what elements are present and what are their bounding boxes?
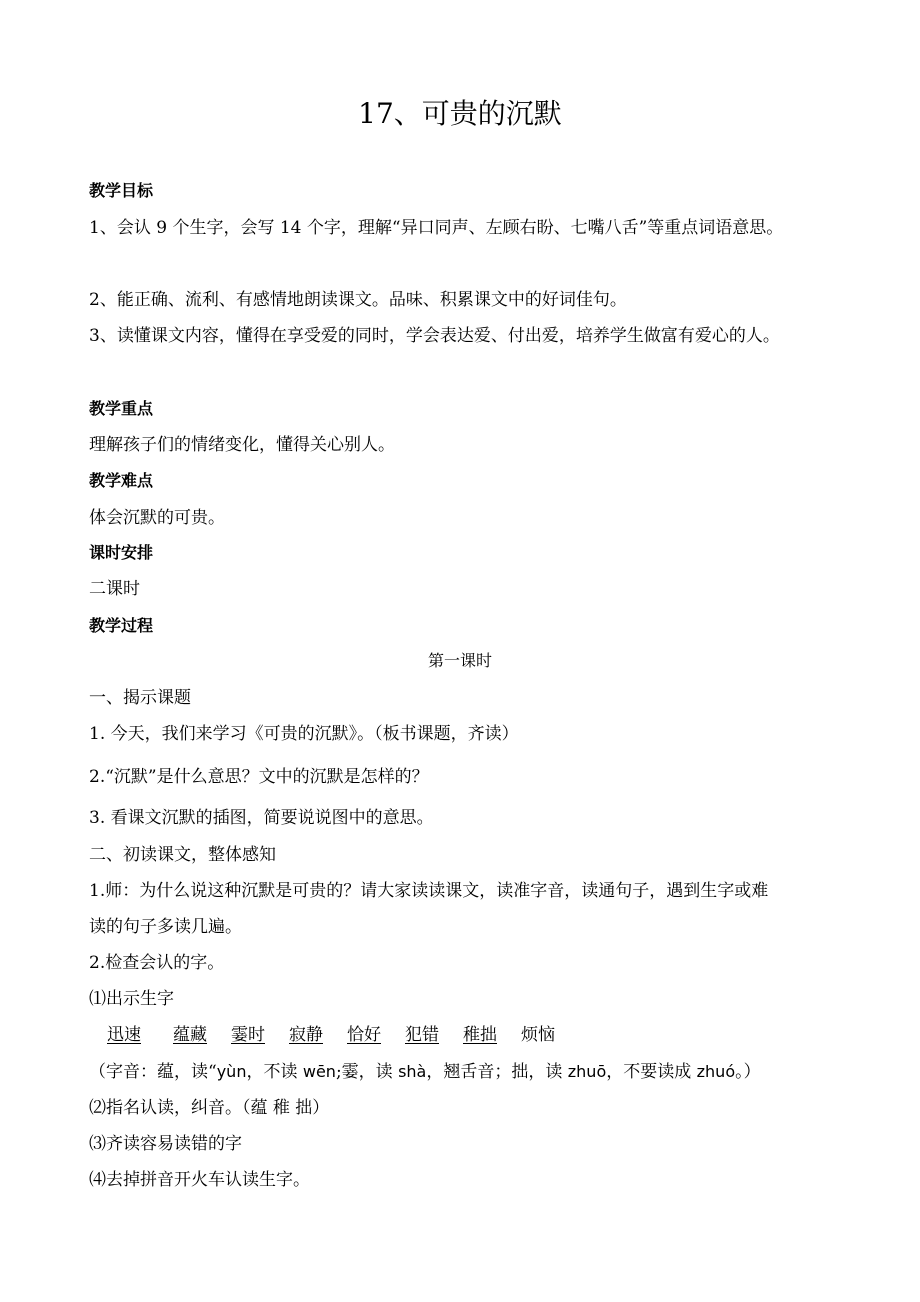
section-2-item-2: 2.检查会认的字。 bbox=[89, 953, 225, 973]
section-2-item-1-cont: 读的句子多读几遍。 bbox=[89, 917, 242, 937]
difficulty-text: 体会沉默的可贵。 bbox=[89, 508, 225, 528]
new-char-word: 霎时 bbox=[231, 1025, 265, 1045]
section-2-heading: 二、初读课文，整体感知 bbox=[89, 845, 276, 865]
pronunciation-note bbox=[89, 1061, 761, 1083]
schedule-heading: 课时安排 bbox=[89, 543, 154, 562]
step-3-read-together: ⑶齐读容易读错的字 bbox=[89, 1134, 242, 1154]
new-characters-list bbox=[107, 1024, 555, 1046]
new-char-word: 蕴藏 bbox=[173, 1025, 207, 1045]
difficulty-heading: 教学难点 bbox=[89, 471, 154, 490]
new-char-word: 寂静 bbox=[289, 1025, 323, 1045]
new-char-word: 稚拙 bbox=[463, 1025, 497, 1045]
pron-text: （字音：蕴，读“ bbox=[89, 1062, 217, 1082]
key-point-heading: 教学重点 bbox=[89, 399, 154, 418]
objective-item-2: 2、能正确、流利、有感情地朗读课文。品味、积累课文中的好词佳句。 bbox=[89, 290, 627, 310]
new-char-word: 烦恼 bbox=[521, 1025, 555, 1045]
key-point-text: 理解孩子们的情绪变化，懂得关心别人。 bbox=[89, 435, 395, 455]
lesson-1-heading: 第一课时 bbox=[427, 651, 492, 670]
pron-text: ，翘舌音；拙，读 bbox=[426, 1062, 568, 1082]
step-4-train-reading: ⑷去掉拼音开火车认读生字。 bbox=[89, 1170, 310, 1190]
pinyin: zhuō bbox=[567, 1062, 607, 1081]
pinyin: zhuó bbox=[696, 1062, 736, 1081]
objective-item-1: 1、会认 9 个生字，会写 14 个字，理解“异口同声、左顾右盼、七嘴八舌”等重点词语意思。 bbox=[89, 218, 784, 238]
pinyin: yùn bbox=[216, 1062, 247, 1081]
new-char-word: 恰好 bbox=[347, 1025, 381, 1045]
new-char-word: 迅速 bbox=[107, 1025, 141, 1045]
pron-text: ，不要读成 bbox=[606, 1062, 697, 1082]
section-2-item-1: 1.师：为什么说这种沉默是可贵的？请大家读读课文，读准字音，读通句子，遇到生字或难 bbox=[89, 881, 769, 901]
page-title: 17、可贵的沉默 bbox=[358, 97, 562, 130]
section-1-heading: 一、揭示课题 bbox=[89, 688, 191, 708]
schedule-text: 二课时 bbox=[89, 579, 140, 599]
step-2-read-aloud: ⑵指名认读，纠音。（蕴 稚 拙） bbox=[89, 1098, 330, 1118]
objective-item-3: 3、读懂课文内容，懂得在享受爱的同时，学会表达爱、付出爱，培养学生做富有爱心的人。 bbox=[89, 326, 780, 346]
step-1-show-chars: ⑴出示生字 bbox=[89, 989, 174, 1009]
pron-text: 。） bbox=[735, 1062, 761, 1082]
pinyin: shà bbox=[398, 1062, 427, 1081]
section-1-item-3: 3. 看课文沉默的插图，简要说说图中的意思。 bbox=[89, 808, 434, 828]
new-char-word: 犯错 bbox=[405, 1025, 439, 1045]
section-1-item-1: 1. 今天，我们来学习《可贵的沉默》。（板书课题，齐读） bbox=[89, 724, 519, 744]
pinyin: wēn bbox=[302, 1062, 336, 1081]
objectives-heading: 教学目标 bbox=[89, 181, 154, 200]
section-1-item-2: 2.“沉默”是什么意思？文中的沉默是怎样的？ bbox=[89, 767, 429, 787]
pron-text: ;霎，读 bbox=[335, 1062, 399, 1082]
process-heading: 教学过程 bbox=[89, 616, 154, 635]
pron-text: ，不读 bbox=[246, 1062, 303, 1082]
